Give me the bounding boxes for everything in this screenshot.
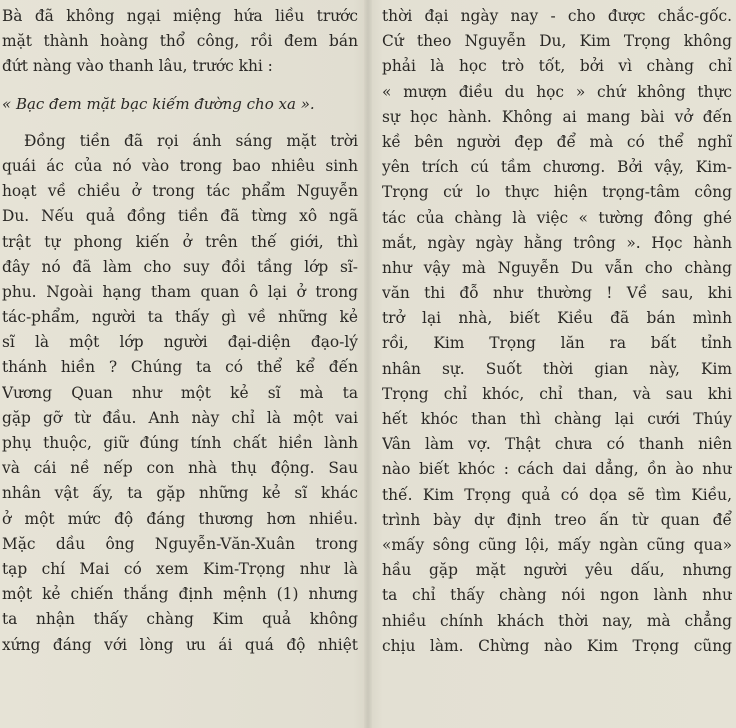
text-line: Du. Nếu quả đồng tiền đã từng xô ngã — [2, 207, 358, 226]
text-line: tạp chí Mai có xem Kim-Trọng như là — [2, 559, 358, 578]
text-line: Mặc dầu ông Nguyễn-Văn-Xuân trong — [2, 534, 358, 553]
text-line: yên trích cú tầm chương. Bởi vậy, Kim- — [382, 158, 732, 177]
text-line: phải là học trò tốt, bởi vì chàng chỉ — [382, 57, 732, 76]
text-line: mắt, ngày ngày hằng trông ». Học hành — [382, 233, 732, 252]
text-line: tác của chàng là việc « tường đông ghé — [382, 208, 732, 227]
text-line: thế. Kim Trọng quả có dọa sẽ tìm Kiều, — [382, 485, 732, 504]
text-line: trở lại nhà, biết Kiều đã bán mình — [382, 309, 732, 328]
text-line: «mấy sông cũng lội, mấy ngàn cũng qua» — [382, 535, 732, 554]
text-line: kề bên người đẹp để mà có thể nghĩ — [382, 132, 732, 151]
text-line: Bà đã không ngại miệng hứa liều trước — [2, 7, 358, 25]
text-line: thánh hiền ? Chúng ta có thể kể đến — [2, 358, 358, 377]
text-line: hết khóc than thì chàng lại cưới Thúy — [382, 410, 732, 428]
text-line: ta nhận thấy chàng Kim quả không — [2, 610, 358, 629]
text-line: nhân vật ấy, ta gặp những kẻ sĩ khác — [2, 484, 358, 503]
text-line: nhân sự. Suốt thời gian này, Kim — [382, 359, 732, 378]
quoted-verse: « Bạc đem mặt bạc kiếm đường cho xa ». — [2, 94, 315, 113]
text-line: sĩ là một lớp người đại-diện đạo-lý — [2, 333, 358, 352]
text-line: mặt thành hoàng thổ công, rồi đem bán — [2, 32, 358, 51]
text-line: văn thi đỗ như thường ! Về sau, khi — [382, 284, 732, 303]
blank-line — [2, 80, 358, 92]
text-line: rồi, Kim Trọng lăn ra bất tỉnh — [382, 334, 732, 353]
text-line: ở một mức độ đáng thương hơn nhiều. — [2, 509, 358, 528]
text-line: Vương Quan như một kẻ sĩ mà ta — [2, 383, 358, 402]
text-line: nhiều chính khách thời nay, mà chẳng — [382, 611, 732, 630]
text-line: hầu gặp mặt người yêu dấu, nhưng — [382, 561, 732, 580]
text-line: một kẻ chiến thắng định mệnh (1) nhưng — [2, 585, 358, 604]
text-line: phụ thuộc, giữ đúng tính chất hiền lành — [2, 434, 358, 452]
text-line: sự học hành. Không ai mang bài vở đến — [382, 107, 732, 126]
text-line: Cứ theo Nguyễn Du, Kim Trọng không — [382, 32, 732, 51]
text-line: như vậy mà Nguyễn Du vẫn cho chàng — [382, 258, 732, 277]
text-line: quái ác của nó vào trong bao nhiêu sinh — [2, 156, 358, 175]
text-line: trình bày dự định treo ấn từ quan để — [382, 510, 732, 529]
text-line: Trọng chỉ khóc, chỉ than, và sau khi — [382, 384, 732, 403]
text-line: Vân làm vợ. Thật chưa có thanh niên — [382, 435, 732, 454]
blank-line — [2, 117, 358, 129]
text-line: thời đại ngày nay - cho được chắc-gốc. — [382, 7, 732, 25]
text-line: và cái nề nếp con nhà thụ động. Sau — [2, 459, 358, 478]
right-text-column — [382, 4, 732, 659]
text-line: hoạt về chiều ở trong tác phẩm Nguyễn — [2, 182, 358, 201]
text-line: « mượn điều du học » chứ không thực — [382, 82, 732, 101]
text-line: nào biết khóc : cách dai dẳng, ồn ào như — [382, 460, 732, 479]
text-line: xứng đáng với lòng ưu ái quá độ nhiệt — [2, 635, 358, 654]
text-line: Trọng cứ lo thực hiện trọng-tâm công — [382, 183, 732, 202]
page-gutter — [364, 0, 372, 728]
text-line: đứt nàng vào thanh lâu, trước khi : — [2, 57, 273, 76]
text-line: tác-phẩm, người ta thấy gì về những kẻ — [2, 308, 358, 327]
text-line: gặp gỡ từ đầu. Anh này chỉ là một vai — [2, 408, 358, 427]
text-line: chịu làm. Chừng nào Kim Trọng cũng — [382, 636, 732, 655]
text-line: trật tự phong kiến ở trên thế giới, thì — [2, 232, 358, 251]
text-line: ta chỉ thấy chàng nói ngon lành như — [382, 586, 732, 605]
text-line: phu. Ngoài hạng tham quan ô lại ở trong — [2, 282, 358, 301]
text-line: đây nó đã làm cho suy đồi tầng lớp sĩ- — [2, 257, 358, 276]
paragraph-first-line: Đồng tiền đã rọi ánh sáng mặt trời — [24, 131, 358, 150]
left-text-column — [2, 4, 358, 658]
